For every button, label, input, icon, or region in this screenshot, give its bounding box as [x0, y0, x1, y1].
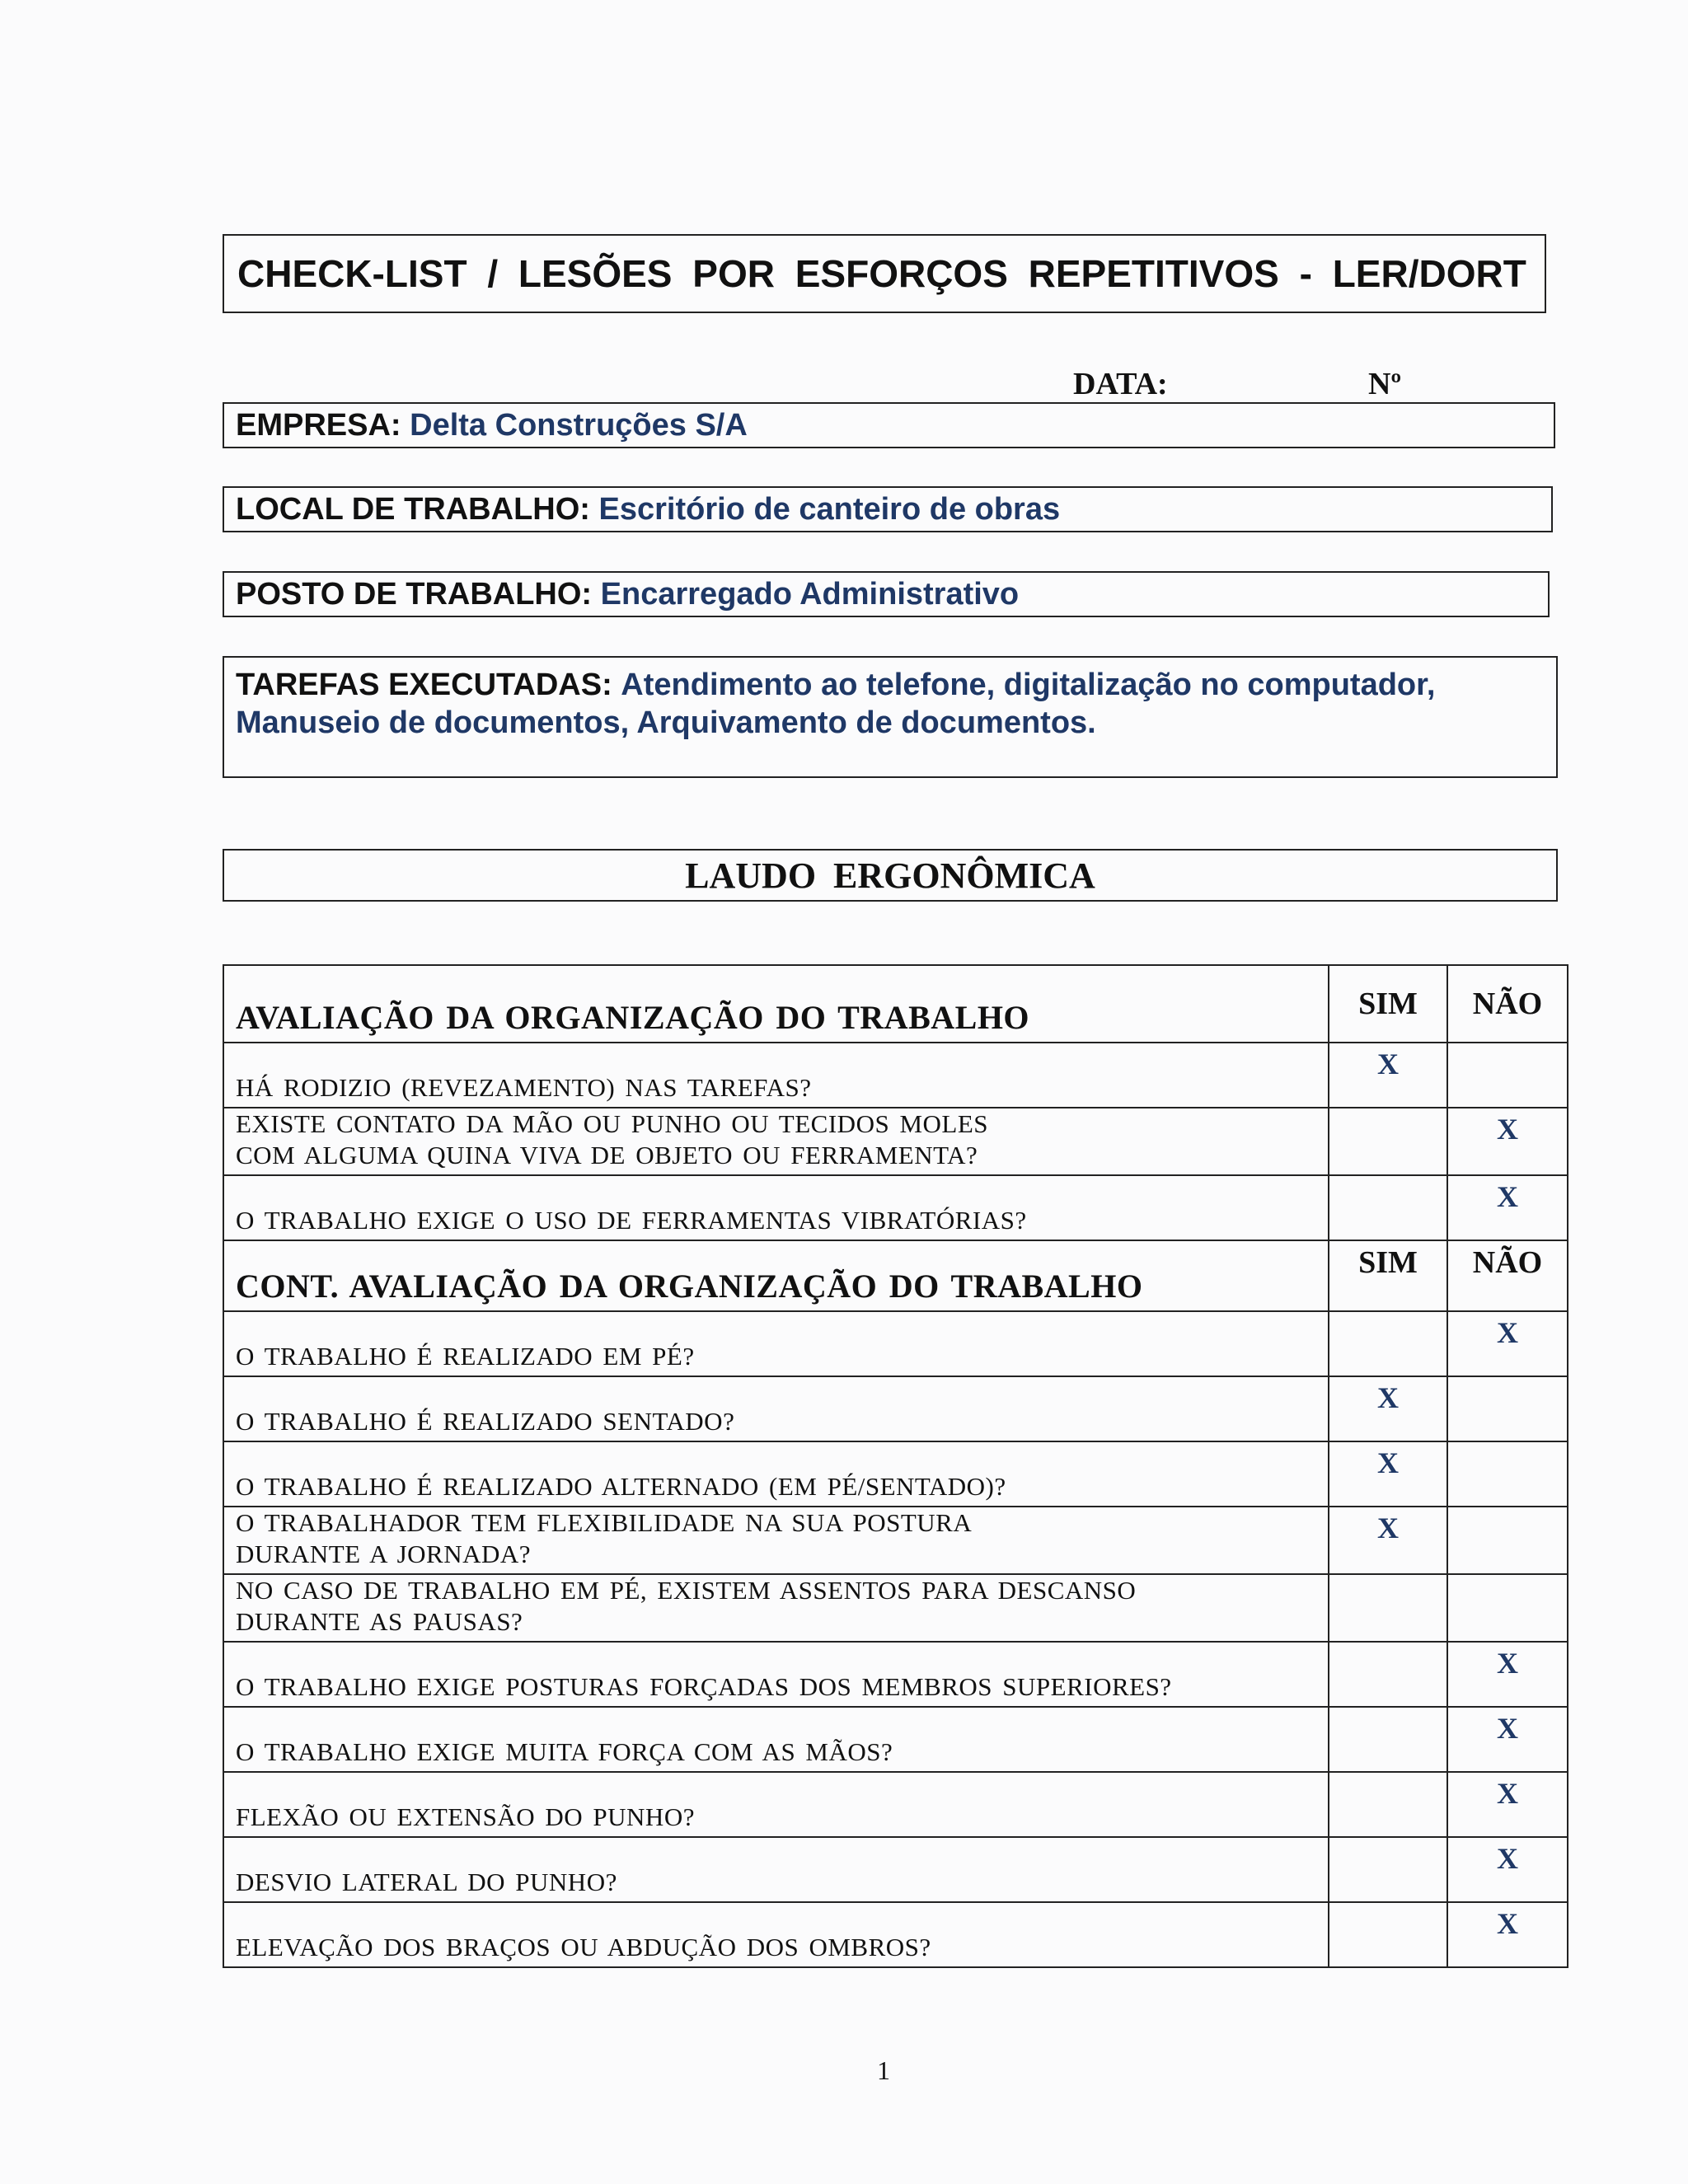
- section2-header-row: [223, 1240, 1568, 1311]
- section1-heading: AVALIAÇÃO DA ORGANIZAÇÃO DO TRABALHO: [223, 965, 1329, 1043]
- nao-checkbox[interactable]: [1447, 1043, 1568, 1108]
- sim-checkbox[interactable]: [1329, 1574, 1447, 1642]
- tarefas-value-line1: Atendimento ao telefone, digitalização no computador,: [621, 668, 1436, 702]
- local-label: LOCAL DE TRABALHO:: [236, 491, 590, 527]
- table-row: [223, 1507, 1568, 1574]
- question-line: O TRABALHADOR TEM FLEXIBILIDADE NA SUA POSTURA: [236, 1508, 973, 1537]
- empresa-label: EMPRESA:: [236, 407, 401, 443]
- table-row: [223, 1707, 1568, 1772]
- question-line: COM ALGUMA QUINA VIVA DE OBJETO OU FERRAMENTA?: [236, 1141, 978, 1169]
- table-row: [223, 1574, 1568, 1642]
- question-cell: [223, 1574, 1329, 1642]
- section1-header-row: [223, 965, 1568, 1043]
- nao-checkbox[interactable]: X: [1447, 1772, 1568, 1837]
- sim-checkbox[interactable]: X: [1329, 1043, 1447, 1108]
- section2-nao-header: NÃO: [1447, 1240, 1568, 1311]
- section1-sim-header: SIM: [1329, 965, 1447, 1043]
- section1-nao-header: NÃO: [1447, 965, 1568, 1043]
- section2-heading: CONT. AVALIAÇÃO DA ORGANIZAÇÃO DO TRABALHO: [223, 1240, 1329, 1311]
- sim-checkbox[interactable]: [1329, 1311, 1447, 1376]
- laudo-title: LAUDO ERGONÔMICA: [223, 849, 1558, 902]
- question-cell: HÁ RODIZIO (REVEZAMENTO) NAS TAREFAS?: [223, 1043, 1329, 1108]
- table-row: [223, 1311, 1568, 1376]
- posto-field: [223, 571, 1550, 617]
- nao-checkbox[interactable]: [1447, 1507, 1568, 1574]
- question-cell: DESVIO LATERAL DO PUNHO?: [223, 1837, 1329, 1902]
- question-line: NO CASO DE TRABALHO EM PÉ, EXISTEM ASSENTOS PARA DESCANSO: [236, 1576, 1137, 1605]
- nao-checkbox[interactable]: X: [1447, 1175, 1568, 1240]
- question-cell: FLEXÃO OU EXTENSÃO DO PUNHO?: [223, 1772, 1329, 1837]
- nao-checkbox[interactable]: X: [1447, 1642, 1568, 1707]
- question-cell: O TRABALHO EXIGE POSTURAS FORÇADAS DOS MEMBROS SUPERIORES?: [223, 1642, 1329, 1707]
- tarefas-value-line2: Manuseio de documentos, Arquivamento de documentos.: [236, 705, 1096, 740]
- question-cell: O TRABALHO EXIGE O USO DE FERRAMENTAS VIBRATÓRIAS?: [223, 1175, 1329, 1240]
- table-row: [223, 1043, 1568, 1108]
- nao-checkbox[interactable]: [1447, 1376, 1568, 1441]
- table-row: [223, 1837, 1568, 1902]
- date-label: DATA:: [1073, 367, 1168, 401]
- tarefas-field: [223, 656, 1558, 778]
- sim-checkbox[interactable]: [1329, 1108, 1447, 1175]
- empresa-field: [223, 402, 1555, 448]
- question-cell: [223, 1507, 1329, 1574]
- sim-checkbox[interactable]: X: [1329, 1441, 1447, 1507]
- section2-sim-header: SIM: [1329, 1240, 1447, 1311]
- question-cell: O TRABALHO EXIGE MUITA FORÇA COM AS MÃOS?: [223, 1707, 1329, 1772]
- sim-checkbox[interactable]: [1329, 1175, 1447, 1240]
- sim-checkbox[interactable]: [1329, 1837, 1447, 1902]
- posto-label: POSTO DE TRABALHO:: [236, 576, 593, 612]
- nao-checkbox[interactable]: X: [1447, 1902, 1568, 1967]
- table-row: [223, 1175, 1568, 1240]
- tarefas-label: TAREFAS EXECUTADAS:: [236, 668, 612, 702]
- question-cell: [223, 1108, 1329, 1175]
- table-row: [223, 1902, 1568, 1967]
- sim-checkbox[interactable]: [1329, 1707, 1447, 1772]
- table-row: [223, 1441, 1568, 1507]
- sim-checkbox[interactable]: [1329, 1642, 1447, 1707]
- page-number: 1: [877, 2055, 890, 2085]
- nao-checkbox[interactable]: X: [1447, 1707, 1568, 1772]
- sim-checkbox[interactable]: [1329, 1902, 1447, 1967]
- nao-checkbox[interactable]: X: [1447, 1837, 1568, 1902]
- sim-checkbox[interactable]: X: [1329, 1376, 1447, 1441]
- local-field: [223, 486, 1553, 532]
- sim-checkbox[interactable]: X: [1329, 1507, 1447, 1574]
- nao-checkbox[interactable]: [1447, 1441, 1568, 1507]
- title-text: CHECK-LIST / LESÕES POR ESFORÇOS REPETITIVOS - LER/DORT: [237, 252, 1526, 295]
- sim-checkbox[interactable]: [1329, 1772, 1447, 1837]
- question-cell: O TRABALHO É REALIZADO ALTERNADO (EM PÉ/SENTADO)?: [223, 1441, 1329, 1507]
- table-row: [223, 1642, 1568, 1707]
- question-cell: O TRABALHO É REALIZADO SENTADO?: [223, 1376, 1329, 1441]
- table-row: [223, 1108, 1568, 1175]
- question-line: DURANTE AS PAUSAS?: [236, 1607, 523, 1636]
- empresa-value: Delta Construções S/A: [410, 407, 748, 443]
- nao-checkbox[interactable]: [1447, 1574, 1568, 1642]
- question-cell: O TRABALHO É REALIZADO EM PÉ?: [223, 1311, 1329, 1376]
- question-line: DURANTE A JORNADA?: [236, 1540, 531, 1568]
- document-title: [223, 234, 1546, 313]
- nao-checkbox[interactable]: X: [1447, 1108, 1568, 1175]
- number-label: Nº: [1368, 367, 1401, 401]
- posto-value: Encarregado Administrativo: [600, 576, 1020, 612]
- table-row: [223, 1376, 1568, 1441]
- checklist-table: [223, 964, 1568, 1968]
- question-line: EXISTE CONTATO DA MÃO OU PUNHO OU TECIDOS MOLES: [236, 1109, 989, 1138]
- question-cell: ELEVAÇÃO DOS BRAÇOS OU ABDUÇÃO DOS OMBROS?: [223, 1902, 1329, 1967]
- nao-checkbox[interactable]: X: [1447, 1311, 1568, 1376]
- table-row: [223, 1772, 1568, 1837]
- local-value: Escritório de canteiro de obras: [598, 491, 1061, 527]
